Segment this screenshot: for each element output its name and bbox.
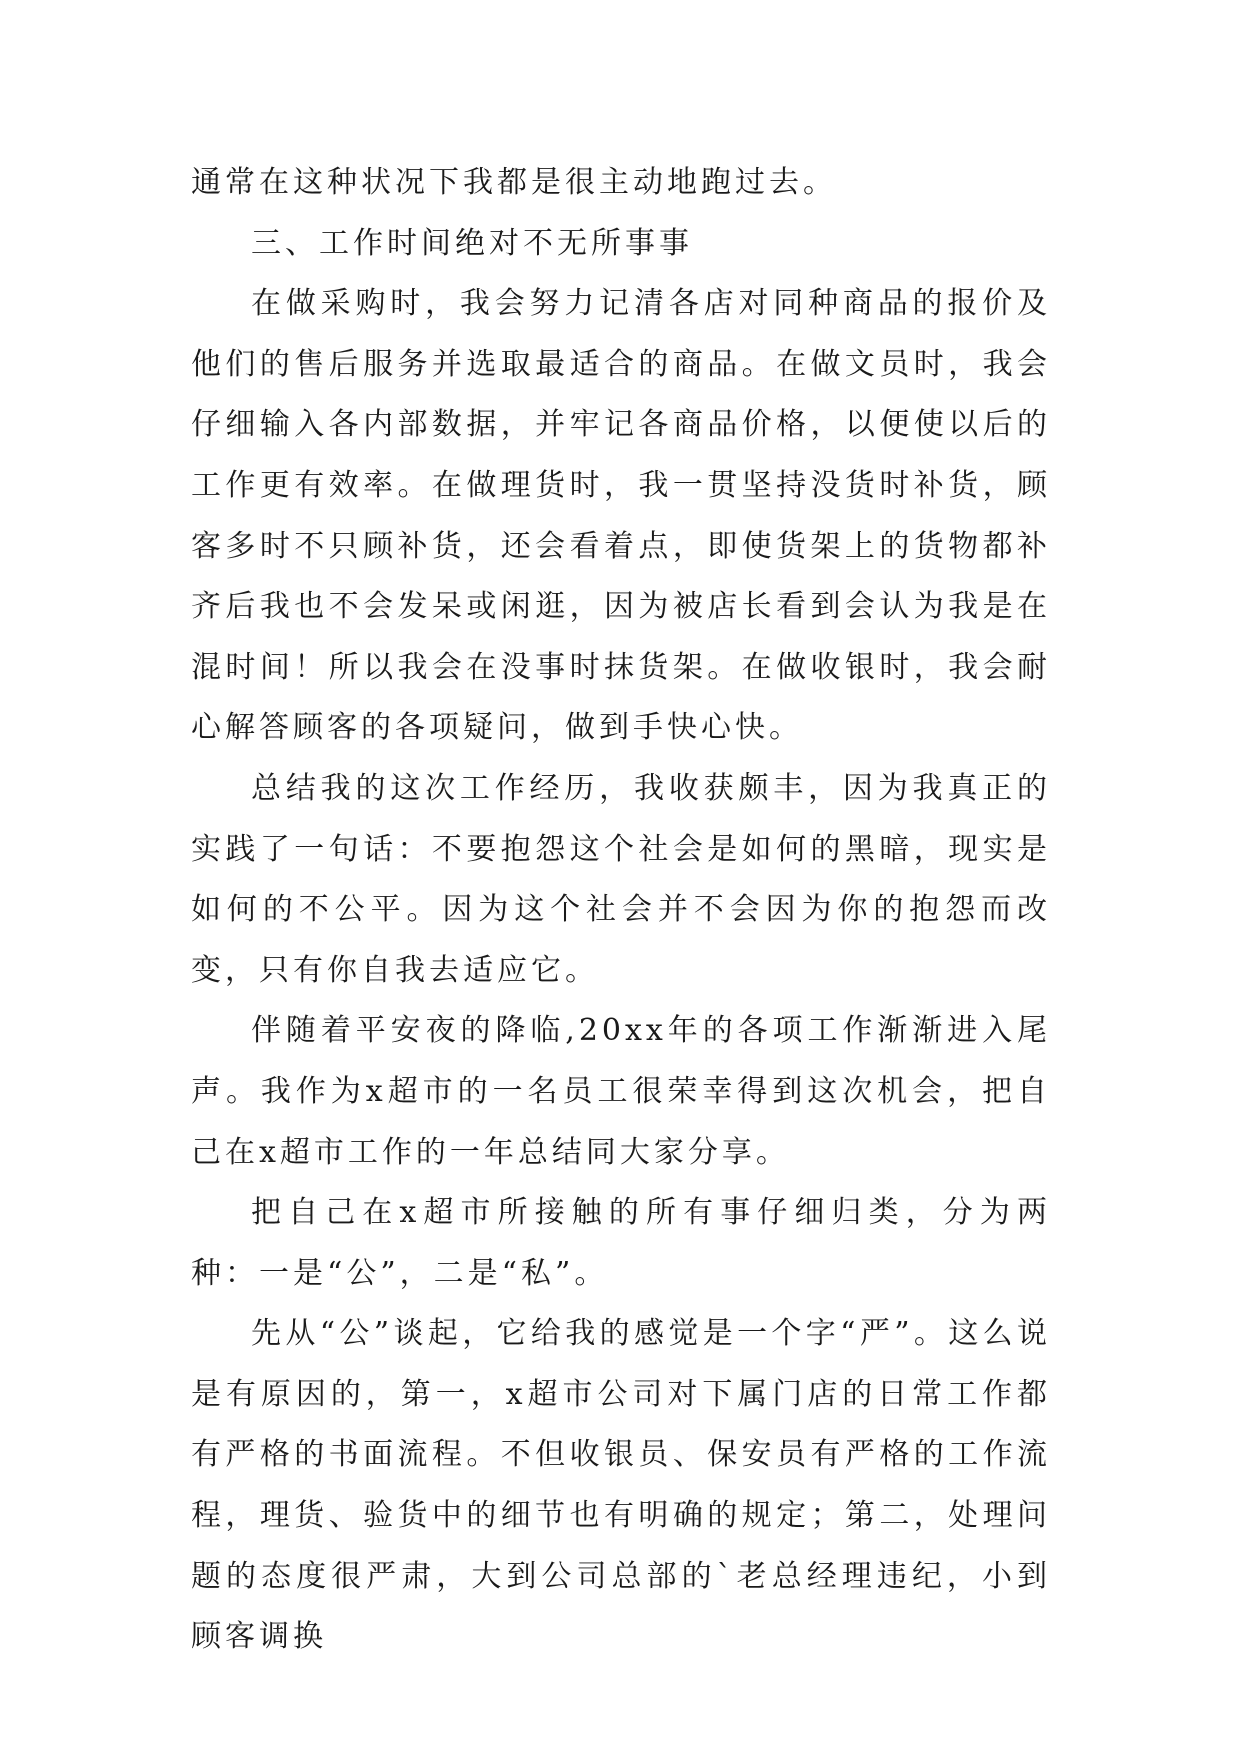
paragraph-continuation: 通常在这种状况下我都是很主动地跑过去。: [191, 165, 837, 200]
paragraph-summary: 总结我的这次工作经历，我收获颇丰，因为我真正的实践了一句话：不要抱怨这个社会是如何的黑暗，现实是如何的不公平。因为这个社会并不会因为你的抱怨而改变，只有你自我去适应它。: [191, 770, 1051, 988]
paragraph-work-duties: 在做采购时，我会努力记清各店对同种商品的报价及他们的售后服务并选取最适合的商品。在做文员时，我会仔细输入各内部数据，并牢记各商品价格，以便使以后的工作更有效率。在做理货时，我一贯坚持没货时补货，顾客多时不只顾补货，还会看着点，即使货架上的货物都补齐后我也不会发呆或闲逛，因为被店长看到会认为我是在混时间！所以我会在没事时抹货架。在做收银时，我会耐心解答顾客的各项疑问，做到手快心快。: [191, 286, 1051, 746]
paragraph-categories: 把自己在x超市所接触的所有事仔细归类，分为两种：一是“公”，二是“私”。: [191, 1195, 1051, 1291]
paragraph-public-strict: 先从“公”谈起，它给我的感觉是一个字“严”。这么说是有原因的，第一，x超市公司对下属门店的日常工作都有严格的书面流程。不但收银员、保安员有严格的工作流程，理货、验货中的细节也有明确的规定；第二，处理问题的态度很严肃，大到公司总部的`老总经理违纪，小到顾客调换: [191, 1316, 1051, 1655]
paragraph-year-end: 伴随着平安夜的降临,20xx年的各项工作渐渐进入尾声。我作为x超市的一名员工很荣幸得到这次机会，把自己在x超市工作的一年总结同大家分享。: [191, 1013, 1051, 1170]
section-heading: 三、工作时间绝对不无所事事: [251, 225, 693, 261]
document-body: [191, 153, 1051, 1668]
